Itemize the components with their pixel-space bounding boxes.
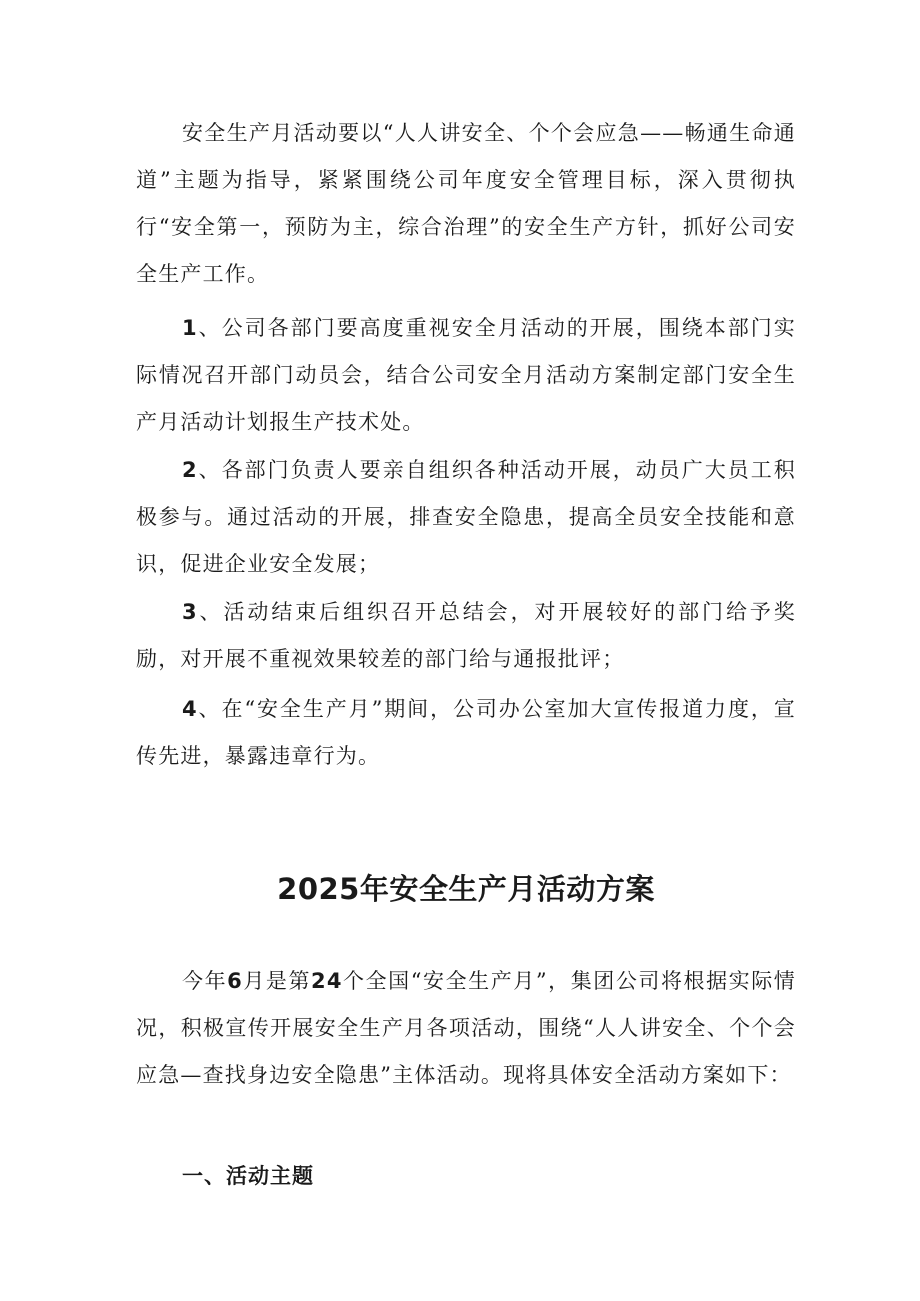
list-item-1 <box>136 305 796 446</box>
list-item-number: 3 <box>182 600 198 624</box>
body-text: 月是第 <box>242 969 312 993</box>
list-item-number: 1 <box>182 316 198 340</box>
list-item-number: 4 <box>182 697 198 721</box>
list-item-2 <box>136 447 796 588</box>
body-number: 6 <box>227 969 243 993</box>
body-text: 个全国“安全生产月”，集团公司将根据实际情况，积极宣传开展安全生产月各项活动，围绕“人人讲安全、个个会应急—查找身边安全隐患”主体活动。现将具体安全活动方案如下： <box>136 969 797 1087</box>
list-item-4 <box>136 686 796 780</box>
list-item-text: 、公司各部门要高度重视安全月活动的开展，围绕本部门实际情况召开部门动员会，结合公司安全月活动方案制定部门安全生产月活动计划报生产技术处。 <box>136 316 796 434</box>
list-item-number: 2 <box>182 458 198 482</box>
list-item-text: 、活动结束后组织召开总结会，对开展较好的部门给予奖励，对开展不重视效果较差的部门给与通报批评； <box>136 600 796 671</box>
body-text: 今年 <box>182 969 228 993</box>
body-number: 24 <box>311 969 343 993</box>
list-item-text: 、在“安全生产月”期间，公司办公室加大宣传报道力度，宣传先进，暴露违章行为。 <box>136 697 796 768</box>
document-title: 2025年安全生产月活动方案 <box>277 872 655 906</box>
list-item-3 <box>136 589 796 683</box>
list-item-text: 、各部门负责人要亲自组织各种活动开展，动员广大员工积极参与。通过活动的开展，排查安全隐患，提高全员安全技能和意识，促进企业安全发展； <box>136 458 796 576</box>
section-heading: 一、活动主题 <box>182 1164 314 1188</box>
body-paragraph <box>136 958 796 1099</box>
intro-paragraph: 安全生产月活动要以“人人讲安全、个个会应急——畅通生命通道”主题为指导，紧紧围绕公司年度安全管理目标，深入贯彻执行“安全第一，预防为主，综合治理”的安全生产方针，抓好公司安全生产工作。 <box>136 121 796 286</box>
